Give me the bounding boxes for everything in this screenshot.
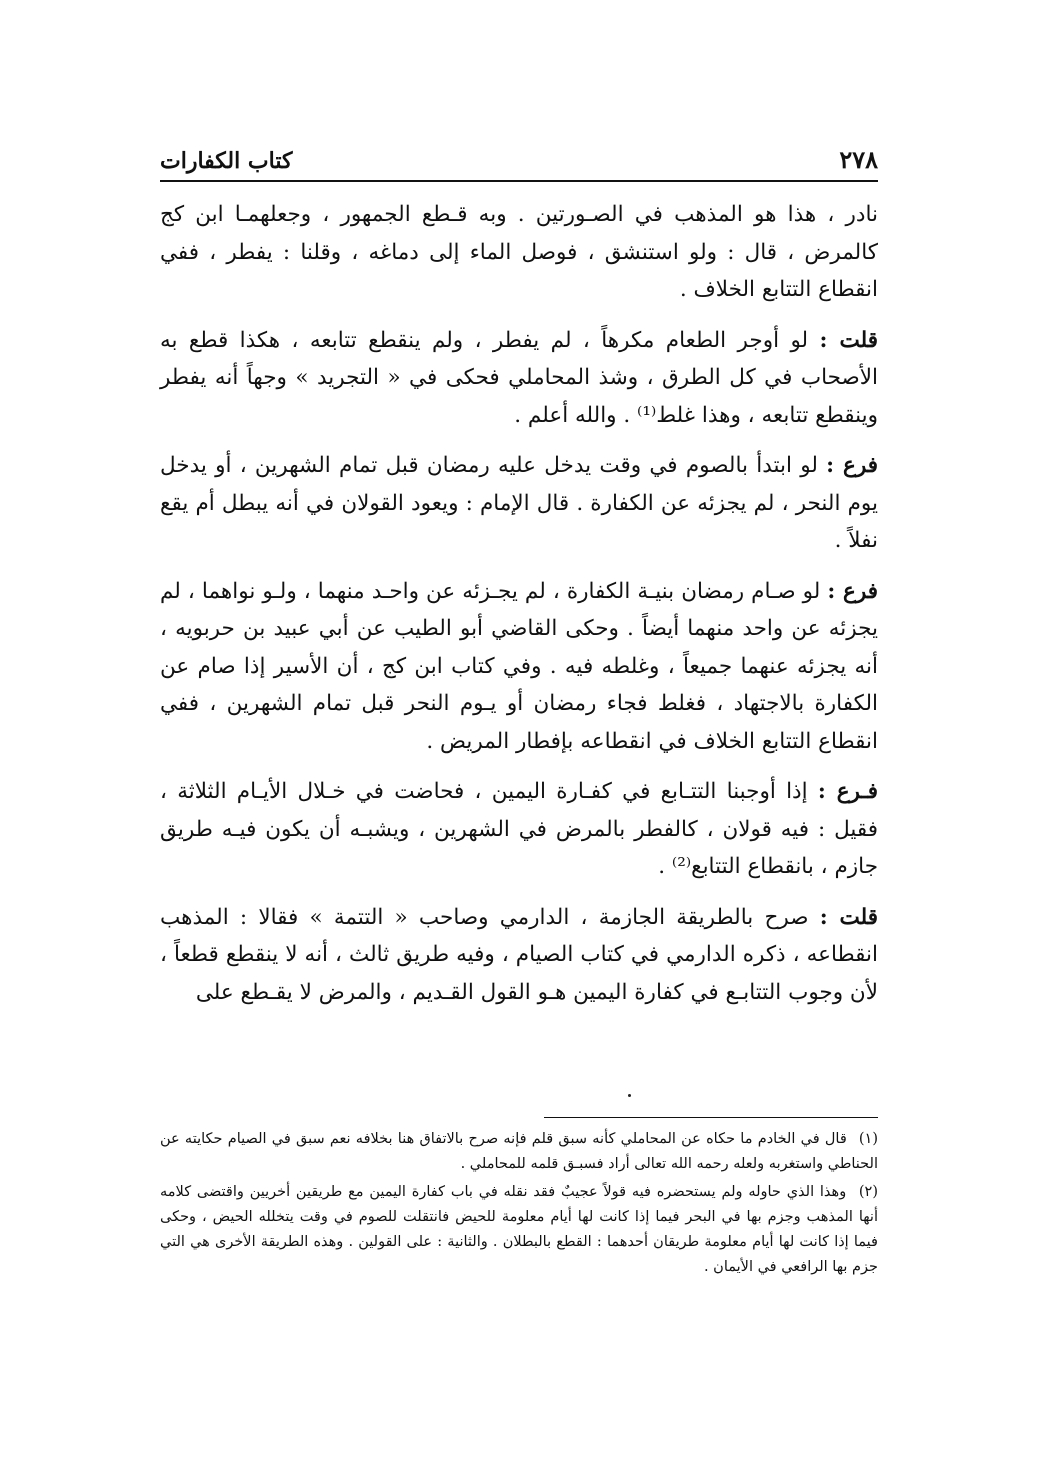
paragraph-text: لو صـام رمضان بنيـة الكفارة ، لم يجـزئه عن واحـد منهما ، ولـو نواهما ، لم يجزئه عن واحد منهما أيضاً . وحكى القاضي أبو الطيب عن أبي عبيد بن حربويه ، أنه يجزئه عنهما جميعاً ، وغلطه فيه . وفي كتاب ابن كج ، أن الأسير إذا صام عن الكفارة بالاجتهاد ، فغلط فجاء رمضان أو يـوم النحر قبل تمام الشهرين ، ففي انقطاع التتابع الخلاف في انقطاعه بإفطار المريض . (160, 578, 878, 754)
footnote-mark: (٢) (858, 1184, 879, 1200)
header-rule (160, 180, 878, 182)
paragraph-text: لو ابتدأ بالصوم في وقت يدخل عليه رمضان قبل تمام الشهرين ، أو يدخل يوم النحر ، لم يجزئه عن الكفارة . قال الإمام : ويعود القولان في أنه يبطل أم يقع نفلاً . (160, 453, 878, 553)
paragraph-lead: فرع : (826, 453, 878, 478)
footnotes (160, 1127, 878, 1283)
paragraph (160, 447, 878, 560)
paragraph (160, 899, 878, 1012)
footnote (160, 1127, 878, 1177)
paragraph-text: لو أوجر الطعام مكرهاً ، لم يفطر ، ولم ينقطع تتابعه ، هكذا قطع به الأصحاب في كل الطرق ، وشذ المحاملي فحكى في « التجريد » وجهاً أنه يفطر وينقطع تتابعه ، وهذا غلط⁽¹⁾ . والله أعلم . (160, 327, 878, 428)
running-header (160, 130, 878, 174)
footnote-text: قال في الخادم ما حكاه عن المحاملي كأنه سبق قلم فإنه صرح بالاتفاق هنا بخلافه نعم سبق في الصيام حكايته عن الحناطي واستغربه ولعله رحمه الله تعالى أراد فسبـق قلمه للمحاملي . (160, 1131, 878, 1172)
paragraph-text: إذا أوجبنا التتـابع في كفـارة اليمين ، فحاضت في خـلال الأيـام الثلاثة ، فقيل : فيه قولان ، كالفطر بالمرض في الشهرين ، ويشبـه أن يكون فيـه طريق جازم ، بانقطاع التتابع⁽²⁾ . (160, 779, 878, 879)
main-text (160, 196, 878, 1024)
paragraph (160, 322, 878, 435)
footnote (160, 1180, 878, 1280)
paragraph-lead: فـرع : (817, 779, 878, 804)
paragraph-lead: قلت : (819, 904, 878, 930)
footnote-mark: (١) (858, 1131, 879, 1147)
page-number: ٢٧٨ (839, 145, 878, 174)
paragraph-text: نادر ، هذا هو المذهب في الصـورتين . وبه قـطع الجمهور ، وجعلهمـا ابن كج كالمرض ، قال : ولو استنشق ، فوصل الماء إلى دماغه ، وقلنا : يفطر ، ففي انقطاع التتابع الخلاف . (160, 202, 878, 302)
paragraph (160, 573, 878, 761)
paragraph-text: صرح بالطريقة الجازمة ، الدارمي وصاحب « التتمة » فقالا : المذهب انقطاعه ، ذكره الدارمي في كتاب الصيام ، وفيه طريق ثالث ، أنه لا ينقطع قطعاً ، لأن وجوب التتابـع في كفارة اليمين هـو القول القـديم ، والمرض لا يقـطع على (160, 904, 878, 1005)
stray-mark (628, 1094, 631, 1097)
footnote-text: وهذا الذي حاوله ولم يستحضره فيه قولاً عجيبٌ فقد نقله في باب كفارة اليمين مع طريقين أخريين واقتضى كلامه أنها المذهب وجزم بها في البحر فيما إذا كانت لها أيام معلومة للحيض فانتقلت للصوم في وقت يتخلله الحيض ، وحكى فيما إذا كانت لها أيام معلومة طريقان أحدهما : القطع بالبطلان . والثانية : على القولين . وهذه الطريقة الأخرى هي التي جزم بها الرافعي في الأيمان . (160, 1184, 878, 1275)
paragraph (160, 196, 878, 309)
running-title: كتاب الكفارات (160, 148, 293, 174)
footnote-rule (544, 1117, 878, 1118)
paragraph-lead: قلت : (819, 327, 878, 353)
paragraph-lead: فرع : (827, 578, 879, 604)
paragraph (160, 773, 878, 886)
